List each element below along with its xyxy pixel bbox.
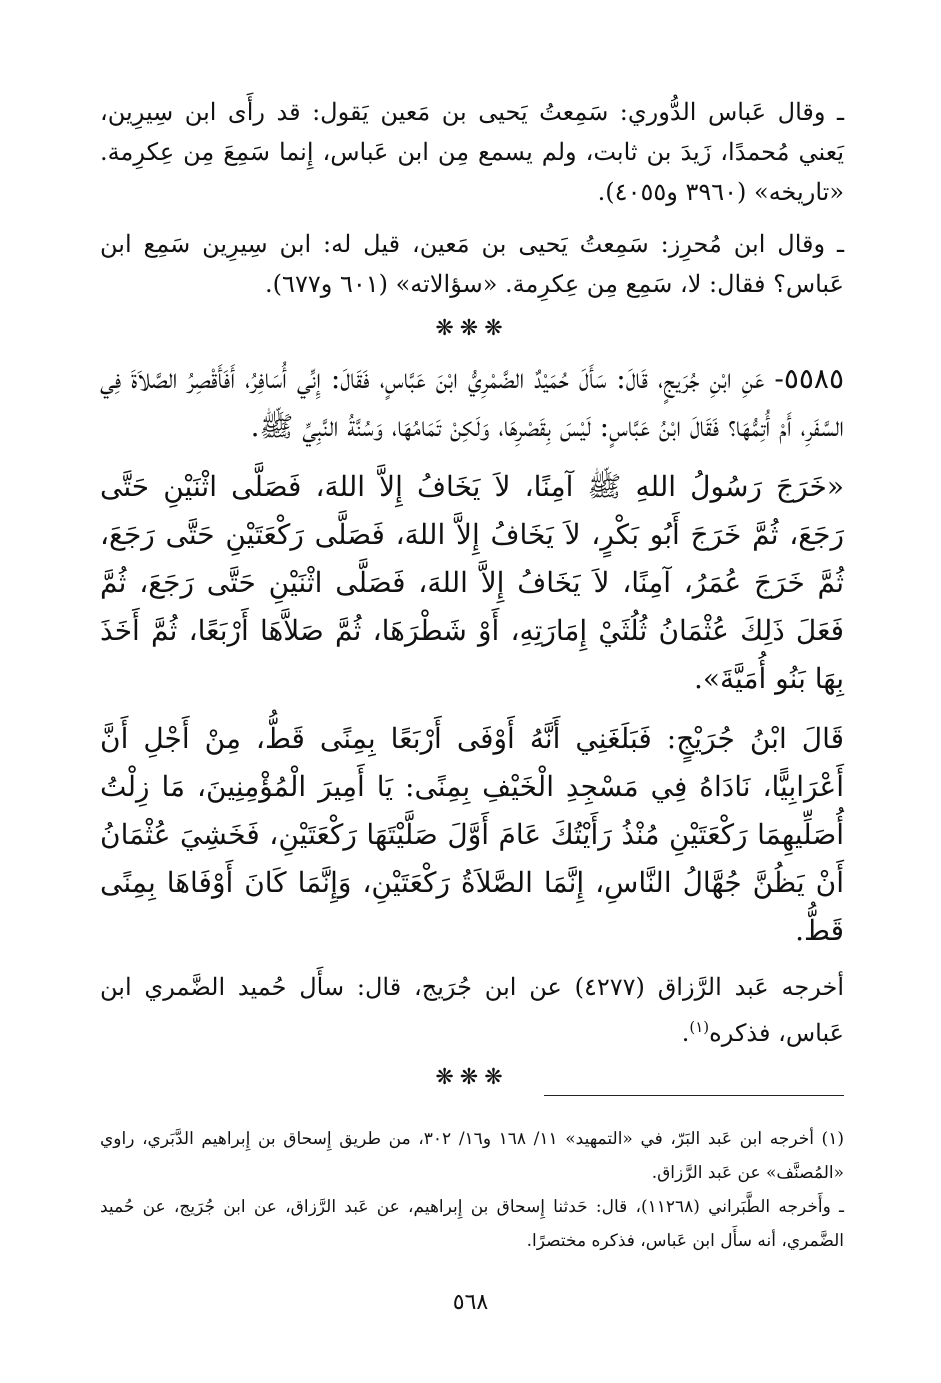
section-separator: ❋❋❋: [435, 316, 509, 341]
takhrij-paragraph: [100, 967, 844, 1053]
main-text: [100, 92, 844, 1104]
narration-paragraph-2: ـ وقال ابن مُحرِز: سَمِعتُ يَحيى بن مَعين، قيل له: ابن سِيرِين سَمِع ابن عَباس؟ فقال: لا، سَمِع مِن عِكرِمة. «سؤالاته» (٦٠١ و٦٧٧).: [100, 230, 844, 298]
ibn-jurayj-statement: قَالَ ابْنُ جُرَيْجٍ: فَبَلَغَنِي أَنَّهُ أَوْفَى أَرْبَعًا بِمِنًى قَطُّ، مِنْ أَجْلِ أَنَّ أَعْرَابِيًّا، نَادَاهُ فِي مَسْجِدِ الْخَيْفِ بِمِنًى: يَا أَمِيرَ الْمُؤْمِنِينَ، مَا زِلْتُ أُصَلِّيهِمَا رَكْعَتَيْنِ مُنْذُ رَأَيْتُكَ عَامَ أَوَّلَ صَلَّيْتَهَا رَكْعَتَيْنِ، فَخَشِيَ عُثْمَانُ أَنْ يَظُنَّ جُهَّالُ النَّاسِ، إِنَّمَا الصَّلاَةُ رَكْعَتَيْنِ، وَإِنَّمَا كَانَ أَوْفَاهَا بِمِنًى قَطُّ.: [100, 722, 845, 947]
takhrij-end: .: [681, 1019, 690, 1047]
footnote-divider: [544, 1095, 844, 1096]
narration-paragraph-1: ـ وقال عَباس الدُّوري: سَمِعتُ يَحيى بن مَعين يَقول: قد رأَى ابن سِيرِين، يَعني مُحمدًا، زَيدَ بن ثابت، ولم يسمع مِن ابن عَباس، إِنما سَمِعَ مِن عِكرِمة. «تاريخه» (٣٩٦٠ و٤٠٥٥).: [100, 98, 844, 206]
hadith-text: «خَرَجَ رَسُولُ اللهِ ﷺ آمِنًا، لاَ يَخَافُ إِلاَّ اللهَ، فَصَلَّى اثْنَيْنِ حَتَّى رَجَعَ، ثُمَّ خَرَجَ أَبُو بَكْرٍ، لاَ يَخَافُ إِلاَّ اللهَ، فَصَلَّى رَكْعَتَيْنِ حَتَّى رَجَعَ، ثُمَّ خَرَجَ عُمَرُ، آمِنًا، لاَ يَخَافُ إِلاَّ اللهَ، فَصَلَّى اثْنَيْنِ حَتَّى رَجَعَ، ثُمَّ فَعَلَ ذَلِكَ عُثْمَانُ ثُلُثَيْ إِمَارَتِهِ، أَوْ شَطْرَهَا، ثُمَّ صَلاَّهَا أَرْبَعًا، ثُمَّ أَخَذَ بِهَا بَنُو أُمَيَّةَ».: [100, 470, 844, 695]
takhrij-text: أخرجه عَبد الرَّزاق (٤٢٧٧) عن ابن جُرَيج، قال: سأَل حُميد الضَّمري ابن عَباس، فذكره: [100, 973, 844, 1047]
footnotes: [100, 1122, 844, 1258]
hadith-intro: ٥٥٨٥- عَنِ ابْنِ جُرَيجٍ، قَالَ: سَأَلَ حُمَيْدٌ الضَّمْرِيُّ ابْنَ عَبَّاسٍ، فَقَالَ: إِنِّي أُسَافِرُ، أَفَأَقْصِرُ الصَّلاَةَ فِي السَّفَرِ، أَمْ أُتِمُّهَا؟ فَقَالَ ابْنُ عَبَّاسٍ: لَيْسَ بِقَصْرِهَا، وَلَكِنْ تَمَامُهَا، وَسُنَّةُ النَّبِيِّ ﷺ.: [100, 362, 844, 443]
section-separator-2: ❋❋❋: [435, 1065, 509, 1090]
page-number: ٥٦٨: [452, 1290, 489, 1315]
footnote-reference[interactable]: (١): [689, 1018, 710, 1036]
footnote-1: (١) أخرجه ابن عَبد البَرّ، في «التمهيد» ١١/ ١٦٨ و١٦/ ٣٠٢، من طريق إِسحاق بن إِبراهيم الدَّبَري، راوي «المُصنَّف» عن عَبد الرَّزاق.: [100, 1129, 844, 1183]
footnote-2: ـ وأَخرجه الطَّبَراني (١١٢٦٨)، قال: حَدثنا إِسحاق بن إِبراهيم، عن عَبد الرَّزاق، عن ابن جُرَيج، عن حُميد الضَّمري، أنه سأَل ابن عَباس، فذكره مختصرًا.: [100, 1197, 844, 1251]
